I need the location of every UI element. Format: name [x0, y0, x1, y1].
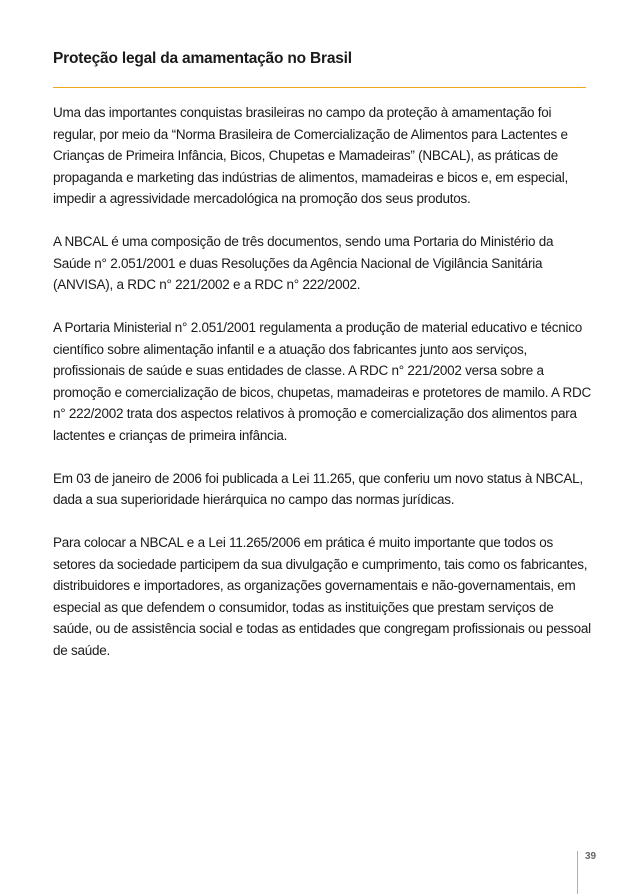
page-title: Proteção legal da amamentação no Brasil [53, 50, 352, 67]
paragraph-4: Em 03 de janeiro de 2006 foi publicada a Lei 11.265, que conferiu um novo status à NBCAL, dada a sua superioridade hierárquica no campo das normas jurídicas. [53, 470, 583, 507]
page-number: 39 [585, 851, 597, 862]
paragraph-5: Para colocar a NBCAL e a Lei 11.265/2006 em prática é muito importante que todos os setores da sociedade participem da sua divulgação e cumprimento, tais como os fabricantes, distribuidores e importadores, as organizações governamentais e não-governamentais, em especial as que defendem o consumidor, todas as instituições que prestam serviços de saúde, ou de assistência social e todas as entidades que congregam profissionais ou pessoal de saúde. [53, 535, 591, 658]
page-number-divider [577, 851, 578, 894]
paragraph-2: A NBCAL é uma composição de três documentos, sendo uma Portaria do Ministério da Saúde n° 2.051/2001 e duas Resoluções da Agência Nacional de Vigilância Sanitária (ANVISA), a RDC n° 221/2002 e a RDC n° 222/2002. [53, 234, 554, 292]
paragraph-3: A Portaria Ministerial n° 2.051/2001 regulamenta a produção de material educativo e técnico científico sobre alimentação infantil e a atuação dos fabricantes junto aos serviços, profissionais de saúde e suas entidades de classe. A RDC n° 221/2002 versa sobre a promoção e comercialização de bicos, chupetas, mamadeiras e protetores de mamilo. A RDC n° 222/2002 trata dos aspectos relativos à promoção e comercialização dos alimentos para lactentes e crianças de primeira infância. [53, 320, 592, 443]
paragraph-1: Uma das importantes conquistas brasileiras no campo da proteção à amamentação foi regular, por meio da “Norma Brasileira de Comercialização de Alimentos para Lactentes e Crianças de Primeira Infância, Bicos, Chupetas e Mamadeiras” (NBCAL), as práticas de propaganda e marketing das indústrias de alimentos, mamadeiras e bicos e, em especial, impedir a agressividade mercadológica na promoção dos seus produtos. [53, 105, 569, 206]
body-text [53, 102, 593, 683]
title-divider [53, 87, 586, 88]
